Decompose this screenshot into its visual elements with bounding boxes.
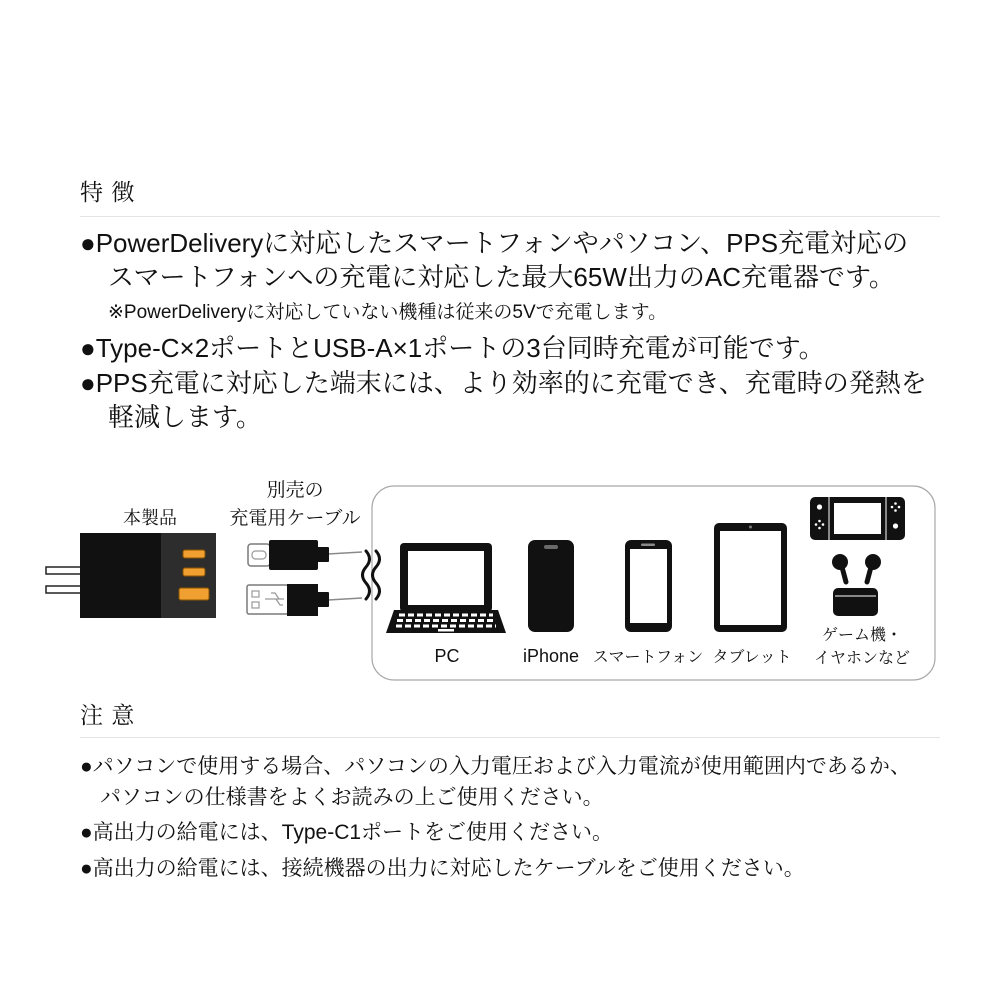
cautions-divider	[80, 737, 940, 738]
tablet-icon	[714, 523, 787, 632]
feature-1-note: ※PowerDeliveryに対応していない機種は従来の5Vで充電します。	[108, 302, 668, 323]
game-console-dpad-right	[822, 523, 825, 526]
cautions-heading: 注 意	[80, 702, 136, 728]
game-console-dpad-left	[815, 523, 818, 526]
device-label-pc: PC	[434, 646, 460, 666]
feature-2-line-1: ●Type-C×2ポートとUSB-A×1ポートの3台同時充電が可能です。	[80, 333, 825, 363]
feature-3-line-2: 軽減します。	[108, 402, 262, 432]
laptop-screen	[408, 551, 484, 605]
device-label-iphone: iPhone	[522, 646, 580, 666]
charger-icon	[46, 533, 216, 618]
iphone-icon	[528, 540, 574, 632]
caution-2-line-1: ●高出力の給電には、Type-C1ポートをご使用ください。	[80, 821, 614, 844]
iphone-body	[528, 540, 574, 632]
feature-3-line-1: ●PPS充電に対応した端末には、より効率的に充電でき、充電時の発熱を	[80, 368, 927, 398]
plug-prong-bottom	[46, 586, 82, 593]
smartphone-screen	[630, 549, 667, 623]
caution-3-line-1: ●高出力の給電には、接続機器の出力に対応したケーブルをご使用ください。	[80, 857, 805, 880]
usb-a-cable-icon	[247, 584, 362, 616]
usb-a-cable-wire	[328, 598, 362, 600]
smartphone-speaker	[641, 544, 655, 547]
plug-prong-top	[46, 567, 82, 574]
usb-c-plug	[248, 544, 270, 566]
device-label-smartphone: スマートフォン	[592, 649, 704, 666]
feature-1-line-2: スマートフォンへの充電に対応した最大65W出力のAC充電器です。	[108, 262, 895, 292]
laptop-icon	[386, 543, 506, 633]
device-label-game-earphones-line-1: ゲーム機・	[821, 627, 903, 644]
product-diagram	[0, 470, 1000, 690]
usb-c-cable-housing	[269, 540, 318, 570]
cable-label-line-1: 別売の	[266, 480, 324, 501]
caution-1-line-2: パソコンの仕様書をよくお読みの上ご使用ください。	[100, 786, 604, 809]
caution-1-line-1: ●パソコンで使用する場合、パソコンの入力電圧および入力電流が使用範囲内であるか、	[80, 755, 911, 778]
tablet-screen	[720, 531, 781, 625]
usb-c-cable-icon	[248, 540, 362, 570]
usb-c-cable-wire	[328, 552, 362, 554]
features-divider	[80, 216, 940, 217]
charger-body	[80, 533, 162, 618]
device-label-game-earphones-line-2: イヤホンなど	[813, 650, 911, 667]
game-console-dpad-down	[818, 527, 821, 530]
usb-c-cable-neck	[317, 547, 329, 562]
game-console-button-b	[894, 509, 897, 512]
game-console-left-stick	[817, 504, 822, 509]
earphone-case	[833, 588, 878, 616]
iphone-notch	[544, 545, 558, 549]
smartphone-icon	[625, 540, 672, 632]
tablet-camera	[749, 526, 752, 529]
game-console-icon	[810, 497, 905, 540]
usb-c-port-2	[183, 568, 205, 576]
product-label: 本製品	[123, 508, 177, 528]
usb-c-port-1	[183, 550, 205, 558]
features-heading: 特 徴	[80, 179, 136, 205]
device-label-tablet: タブレット	[712, 649, 792, 666]
usb-a-port	[179, 588, 209, 600]
game-console-dpad-up	[818, 520, 821, 523]
wave-line-1	[363, 551, 370, 599]
game-console-right-stick	[893, 523, 898, 528]
usb-a-cable-neck	[317, 592, 329, 607]
game-console-button-a	[898, 506, 901, 509]
game-console-screen	[834, 503, 881, 534]
laptop-trackpad	[438, 629, 454, 632]
feature-1-line-1: ●PowerDeliveryに対応したスマートフォンやパソコン、PPS充電対応の	[80, 228, 909, 258]
cable-label-line-2: 充電用ケーブル	[229, 508, 361, 529]
usb-a-cable-housing	[287, 584, 318, 616]
game-console-button-x	[894, 502, 897, 505]
game-console-button-y	[891, 506, 894, 509]
